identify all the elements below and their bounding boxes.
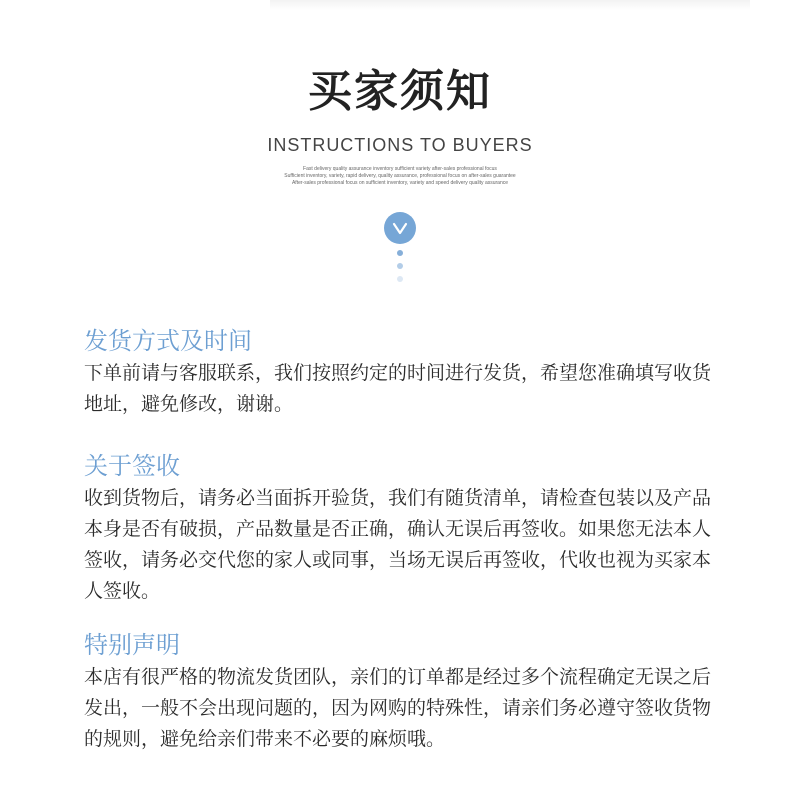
tagline-line: After-sales professional focus on sufficient inventory, variety and speed delivery quality assurance: [291, 180, 509, 186]
decorative-dot: [397, 250, 403, 256]
tagline-line: Fast delivery quality assurance inventory sufficient variety after-sales professional focus: [303, 166, 497, 172]
section-signing: [84, 451, 724, 607]
section-body: 收到货物后，请务必当面拆开验货，我们有随货清单，请检查包装以及产品本身是否有破损，产品数量是否正确，确认无误后再签收。如果您无法本人签收，请务必交代您的家人或同事，当场无误后再签收，代收也视为买家本人签收。: [84, 487, 712, 602]
tagline: [0, 166, 800, 187]
page-title: 买家须知: [308, 66, 492, 117]
section-shipping: [84, 326, 724, 420]
decorative-dot: [397, 263, 403, 269]
section-title: 发货方式及时间: [84, 327, 252, 355]
section-body: 本店有很严格的物流发货团队，亲们的订单都是经过多个流程确定无误之后发出，一般不会出现问题的，因为网购的特殊性，请亲们务必遵守签收货物的规则，避免给亲们带来不必要的麻烦哦。: [84, 666, 712, 750]
page-header: [0, 62, 800, 187]
top-edge-shadow: [270, 0, 750, 10]
page-subtitle: INSTRUCTIONS TO BUYERS: [267, 135, 533, 155]
decorative-dot: [397, 276, 403, 282]
chevron-down-icon: [384, 212, 416, 244]
section-special-notice: [84, 630, 724, 755]
section-title: 特别声明: [84, 631, 180, 659]
section-body: 下单前请与客服联系，我们按照约定的时间进行发货，希望您准确填写收货地址，避免修改，谢谢。: [84, 362, 712, 415]
tagline-line: Sufficient inventory, variety, rapid delivery, quality assurance, professional focus on after-sales guarantee: [284, 173, 516, 179]
section-title: 关于签收: [84, 452, 180, 480]
